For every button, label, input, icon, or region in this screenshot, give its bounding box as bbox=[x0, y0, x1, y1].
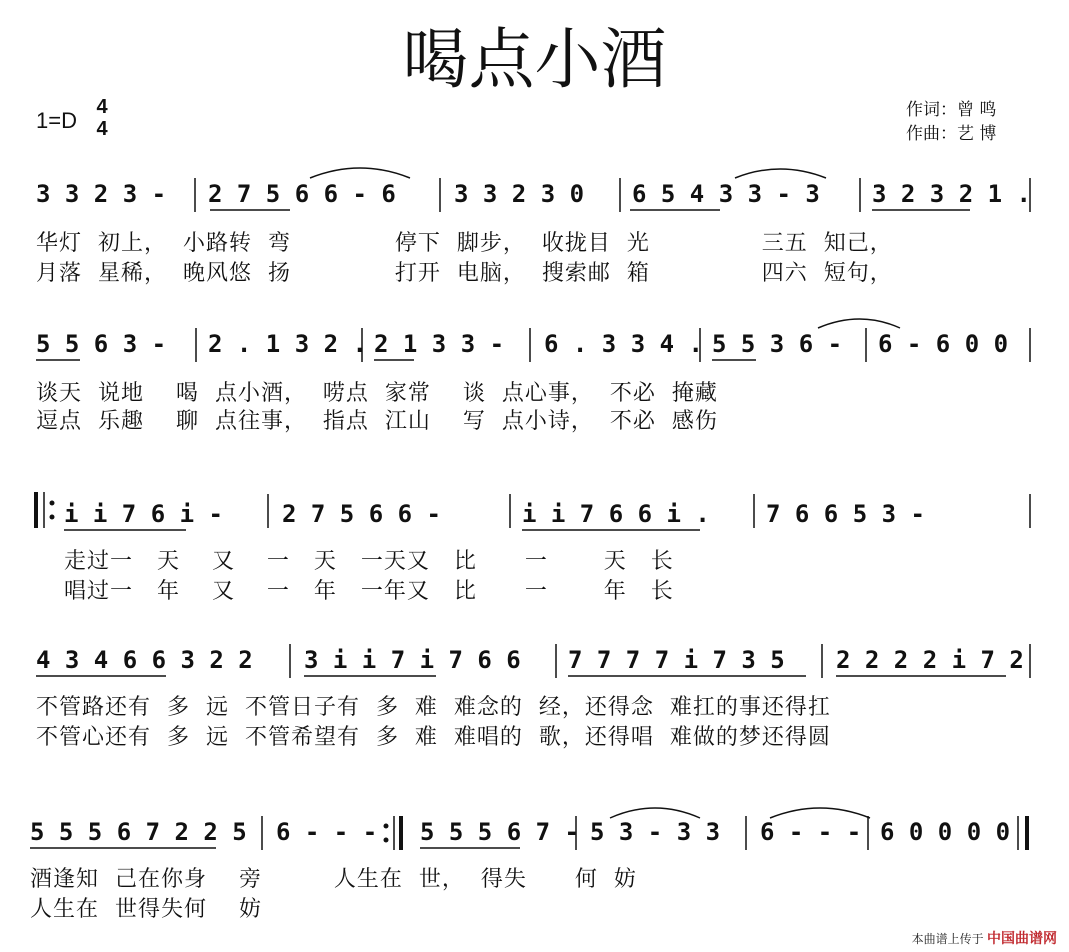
measure-5-4: 5 3 - 3 3 bbox=[590, 818, 721, 846]
tie bbox=[818, 319, 900, 328]
repeat-dot bbox=[50, 515, 55, 520]
repeat-dot bbox=[384, 824, 389, 829]
measure-1-4: 6 5 4 3 3 - 3 bbox=[632, 180, 820, 208]
time-signature-bottom: 4 bbox=[96, 118, 108, 140]
measure-1-5: 3 2 3 2 1 . bbox=[872, 180, 1031, 208]
system-3 bbox=[36, 492, 1030, 530]
lyric-line-1-2: 月落 星稀， 晚风悠 扬 打开 电脑， 搜索邮 箱 四六 短句， bbox=[36, 261, 893, 286]
tie bbox=[310, 168, 410, 178]
measure-3-3: i i 7 6 6 i . bbox=[522, 500, 710, 528]
measure-2-3: 2 1 3 3 - bbox=[374, 330, 505, 358]
lyric-line-5-1: 酒逢知 己在你身 旁 人生在 世， 得失 何 妨 bbox=[30, 867, 637, 892]
footer-watermark bbox=[912, 928, 1057, 948]
measure-2-6: 6 - 6 0 0 bbox=[878, 330, 1009, 358]
system-1 bbox=[36, 168, 1031, 212]
time-signature-top: 4 bbox=[96, 96, 108, 118]
lyric-line-5-2: 人生在 世得失何 妨 bbox=[30, 897, 262, 922]
lyric-line-1-1: 华灯 初上， 小路转 弯 停下 脚步， 收拢目 光 三五 知己， bbox=[36, 231, 893, 256]
tie bbox=[770, 808, 870, 818]
measure-3-1: i i 7 6 i - bbox=[64, 500, 223, 528]
measure-2-1: 5 5 6 3 - bbox=[36, 330, 167, 358]
footer-brand: 中国曲谱网 bbox=[987, 930, 1057, 946]
measure-1-3: 3 3 2 3 0 bbox=[454, 180, 585, 208]
repeat-dot bbox=[384, 838, 389, 843]
system-4 bbox=[36, 644, 1030, 678]
measure-2-5: 5 5 3 6 - bbox=[712, 330, 843, 358]
lyric-line-3-1: 走过一 天 又 一 天 一天又 比 一 天 长 bbox=[64, 549, 674, 574]
measure-4-2: 3 i i 7 i 7 6 6 bbox=[304, 646, 521, 674]
lyric-line-4-2: 不管心还有 多 远 不管希望有 多 难 难唱的 歌，还得唱 难做的梦还得圆 bbox=[36, 725, 831, 750]
measure-5-3: 5 5 5 6 7 - bbox=[420, 818, 579, 846]
lyricist-credit: 作词：曾 鸣 bbox=[906, 100, 997, 120]
tie bbox=[610, 808, 700, 818]
measure-5-2: 6 - - - bbox=[276, 818, 378, 846]
system-2 bbox=[36, 319, 1030, 362]
measure-5-5: 6 - - - bbox=[760, 818, 862, 846]
measure-5-6: 6 0 0 0 0 bbox=[880, 818, 1011, 846]
measure-5-1: 5 5 5 6 7 2 2 5 bbox=[30, 818, 247, 846]
lyric-line-2-2: 逗点 乐趣 聊 点往事， 指点 江山 写 点小诗， 不必 感伤 bbox=[36, 409, 718, 434]
key-signature: 1=D bbox=[36, 108, 77, 133]
measure-4-3: 7 7 7 7 i 7 3 5 bbox=[568, 646, 785, 674]
measure-2-2: 2 . 1 3 2 . bbox=[208, 330, 367, 358]
measure-3-2: 2 7 5 6 6 - bbox=[282, 500, 441, 528]
song-title: 喝点小酒 bbox=[402, 21, 667, 98]
footer-text: 本曲谱上传于 bbox=[911, 932, 984, 946]
measure-1-2: 2 7 5 6 6 - 6 bbox=[208, 180, 396, 208]
measure-2-4: 6 . 3 3 4 . bbox=[544, 330, 703, 358]
lyric-line-3-2: 唱过一 年 又 一 年 一年又 比 一 年 长 bbox=[64, 579, 674, 604]
measure-3-4: 7 6 6 5 3 - bbox=[766, 500, 925, 528]
lyric-line-2-1: 谈天 说地 喝 点小酒， 唠点 家常 谈 点心事， 不必 掩藏 bbox=[36, 381, 718, 406]
repeat-dot bbox=[50, 501, 55, 506]
composer-credit: 作曲：艺 博 bbox=[906, 124, 997, 144]
tie bbox=[735, 169, 826, 178]
measure-4-4: 2 2 2 2 i 7 2 bbox=[836, 646, 1024, 674]
measure-4-1: 4 3 4 6 6 3 2 2 bbox=[36, 646, 253, 674]
measure-1-1: 3 3 2 3 - bbox=[36, 180, 167, 208]
system-5 bbox=[30, 808, 1027, 850]
lyric-line-4-1: 不管路还有 多 远 不管日子有 多 难 难念的 经，还得念 难扛的事还得扛 bbox=[36, 695, 831, 720]
